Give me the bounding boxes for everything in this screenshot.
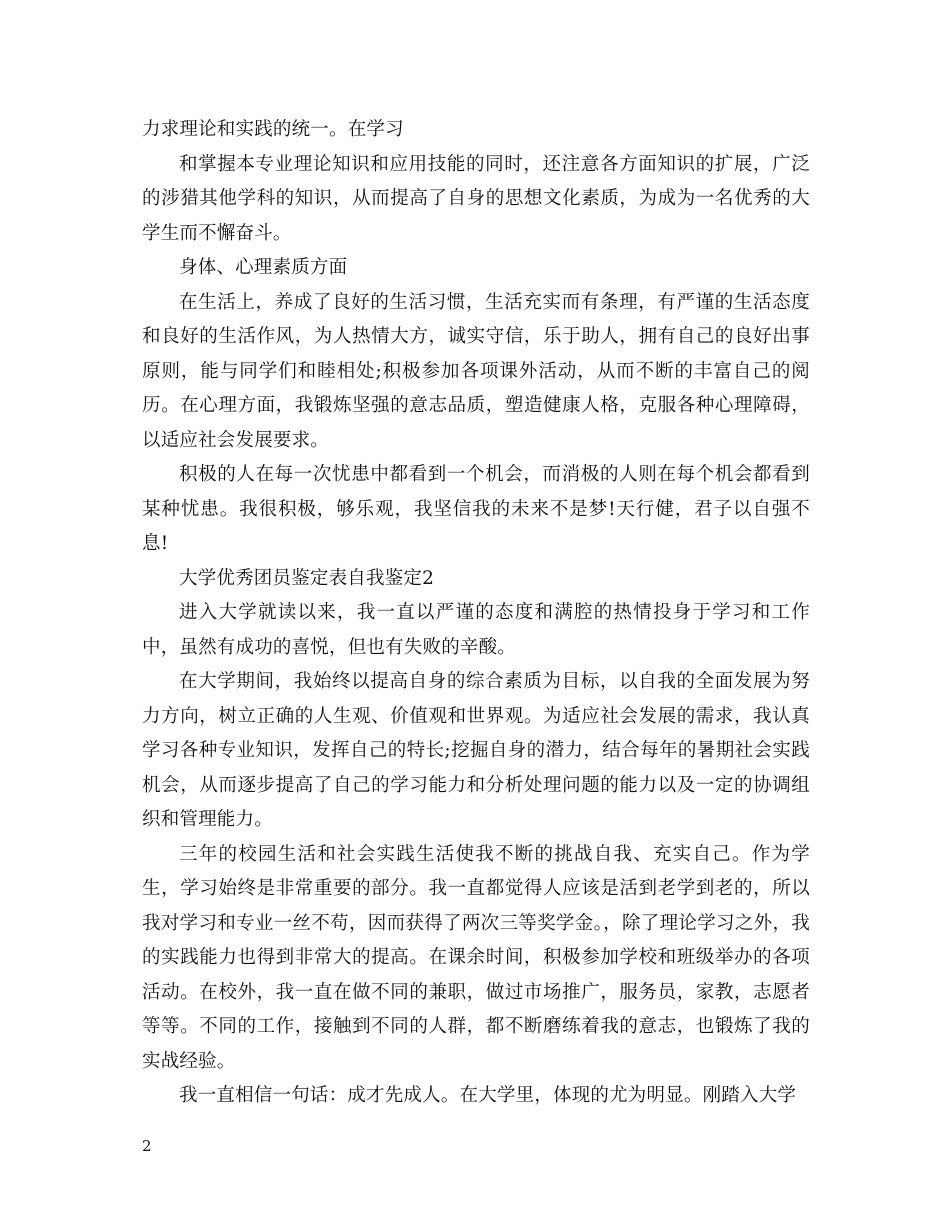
- paragraph-campus-life: 三年的校园生活和社会实践生活使我不断的挑战自我、充实自己。作为学生，学习始终是非常重要的部分。我一直都觉得人应该是活到老学到老的，所以我对学习和专业一丝不苟，因而获得了两次三等奖学金。，除了理论学习之外，我的实践能力也得到非常大的提高。在课余时间，积极参加学校和班级举办的各项活动。在校外，我一直在做不同的兼职，做过市场推广，服务员，家教，志愿者等等。不同的工作，接触到不同的人群，都不断磨练着我的意志，也锻炼了我的实战经验。: [142, 843, 810, 1072]
- page-number: 2: [142, 1137, 152, 1155]
- paragraph-life: 在生活上，养成了良好的生活习惯，生活充实而有条理，有严谨的生活态度和良好的生活作风，为人热情大方，诚实守信，乐于助人，拥有自己的良好出事原则，能与同学们和睦相处;积极参加各项课外活动，从而不断的丰富自己的阅历。在心理方面，我锻炼坚强的意志品质，塑造健康人格，克服各种心理障碍，以适应社会发展要求。: [142, 291, 810, 451]
- paragraph-attitude: 积极的人在每一次忧患中都看到一个机会，而消极的人则在每个机会都看到某种忧患。我很积极，够乐观，我坚信我的未来不是梦!天行健，君子以自强不息!: [142, 464, 810, 554]
- paragraph-continuation: 力求理论和实践的统一。在学习: [142, 119, 404, 140]
- paragraph-study: 和掌握本专业理论知识和应用技能的同时，还注意各方面知识的扩展，广泛的涉猎其他学科的知识，从而提高了自身的思想文化素质，为成为一名优秀的大学生而不懈奋斗。: [142, 153, 810, 244]
- paragraph-intro: 进入大学就读以来，我一直以严谨的态度和满腔的热情投身于学习和工作中，虽然有成功的喜悦，但也有失败的辛酸。: [142, 602, 810, 658]
- section-heading-self-assessment-2: 大学优秀团员鉴定表自我鉴定2: [179, 567, 435, 589]
- paragraph-university-period: 在大学期间，我始终以提高自身的综合素质为目标，以自我的全面发展为努力方向，树立正确的人生观、价值观和世界观。为适应社会发展的需求，我认真学习各种专业知识，发挥自己的特长;挖掘自身的潜力，结合每年的暑期社会实践机会，从而逐步提高了自己的学习能力和分析处理问题的能力以及一定的协调组织和管理能力。: [142, 671, 810, 830]
- document-body: [142, 113, 810, 1114]
- paragraph-belief: 我一直相信一句话：成才先成人。在大学里，体现的尤为明显。刚踏入大学: [179, 1085, 797, 1106]
- section-heading-physical-mental: 身体、心理素质方面: [179, 257, 348, 278]
